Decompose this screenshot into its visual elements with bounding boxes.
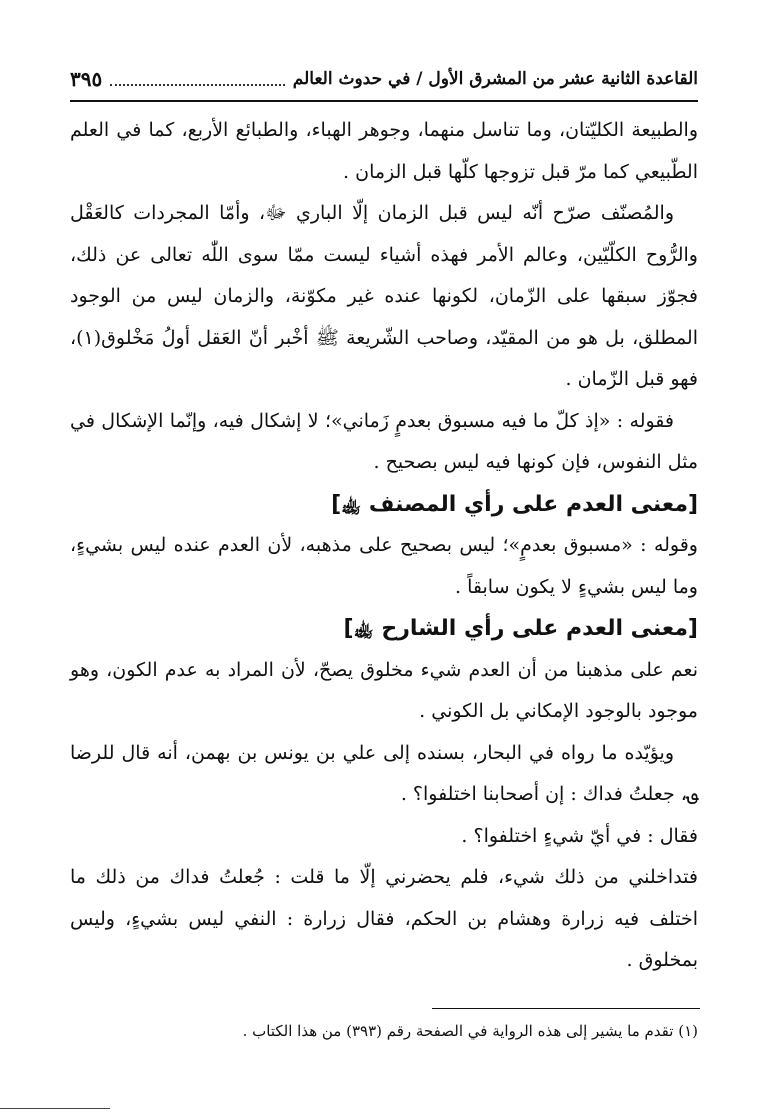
- section-heading: [معنى العدم على رأي الشارح ﵀]: [343, 616, 698, 641]
- header-rule: [70, 100, 698, 102]
- running-header: [70, 62, 698, 96]
- page-number: ٣٩٥: [70, 67, 103, 91]
- header-title: القاعدة الثانية عشر من المشرق الأول / في حدوث العالم: [292, 69, 698, 89]
- paragraph: ويؤيّده ما رواه في البحار، بسنده إلى علي بن يونس بن بهمن، أنه قال للرضا ؈، جعلتُ فداك : إن أصحابنا اختلفوا؟ .: [70, 741, 698, 805]
- paragraph: والمُصنّف صرّح أنّه ليس قبل الزمان إلّا الباري ﷻ، وأمّا المجردات كالعَقْل والرُّوح الكلّيّين، وعالم الأمر فهذه أشياء ليست ممّا سوى اللّٰه تعالى عن ذلك، فجوّز سبقها على الزّمان، لكونها عنده غير مكوّنة، والزمان ليس من الوجود المطلق، بل هو من المقيّد، وصاحب الشّريعة ﷺ أخْبر أنّ العَقل أولُ مَخْلوق(١)، فهو قبل الزّمان .: [70, 202, 698, 390]
- scan-edge-line: [0, 1108, 110, 1109]
- paragraph: وقوله : «مسبوق بعدمٍ»؛ ليس بصحيح على مذهبه، لأن العدم عنده ليس بشيءٍ، وما ليس بشيءٍ لا يكون سابقاً .: [70, 534, 698, 598]
- body-text: [70, 110, 698, 982]
- paragraph: فتداخلني من ذلك شيء، فلم يحضرني إلّا ما قلت : جُعلتُ فداك من ذلك ما اختلف فيه زرارة وهشام بن الحكم، فقال زرارة : النفي ليس بشيءٍ، وليس بمخلوق .: [70, 866, 698, 971]
- paragraph: والطبيعة الكليّتان، وما تناسل منهما، وجوهر الهباء، والطبائع الأربع، كما في العلم الطّبيعي كما مرّ قبل تزوجها كلّها قبل الزمان .: [70, 119, 698, 183]
- header-leader-dots: [110, 72, 285, 86]
- paragraph: نعم على مذهبنا من أن العدم شيء مخلوق يصحّ، لأن المراد به عدم الكون، وهو موجود بالوجود الإمكاني بل الكوني .: [70, 658, 698, 722]
- footnote: (١) تقدم ما يشير إلى هذه الرواية في الصفحة رقم (٣٩٣) من هذا الكتاب .: [242, 1022, 698, 1040]
- footnote-rule: [432, 1008, 700, 1009]
- paragraph: فقوله : «إذ كلّ ما فيه مسبوق بعدمٍ زَماني»؛ لا إشكال فيه، وإنّما الإشكال في مثل النفوس، فإن كونها فيه ليس بصحيح .: [70, 409, 698, 473]
- paragraph: فقال : في أيّ شيءٍ اختلفوا؟ .: [461, 824, 698, 847]
- section-heading: [معنى العدم على رأي المصنف ﵀]: [331, 491, 698, 517]
